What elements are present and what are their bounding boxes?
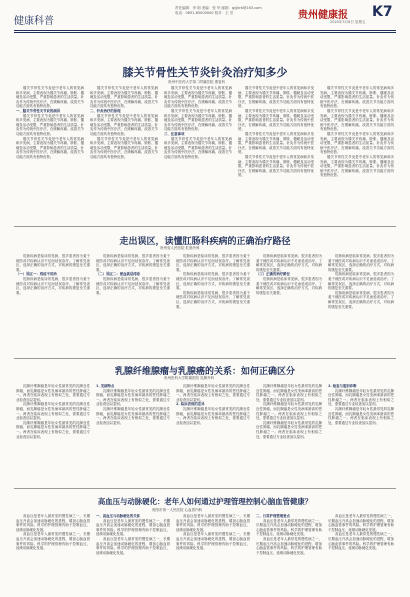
article-3-byline: 贵州医科大学附属医院 乳腺外科 [164,376,215,380]
article-3-col-3: 乳腺纤维腺瘤是年轻女性最常见的乳腺良性肿瘤，而乳腺癌是女性发病率最高的恶性肿瘤之一。两者在临床表现上有相似之处，需要通过专业检查加以鉴别。 2. 临床表现的差异 乳腺纤维腺瘤是年轻女性最常见的乳腺良性肿瘤，而乳腺癌是女性发病率最高的恶性肿瘤之一。两者在临床表现上有相似之处，需要通过专业检查加以鉴别。 [176,384,250,425]
article-3-col-2: 1. 发病特点 乳腺纤维腺瘤是年轻女性最常见的乳腺良性肿瘤，而乳腺癌是女性发病率最高的恶性肿瘤之一。两者在临床表现上有相似之处，需要通过专业检查加以鉴别。 乳腺纤维腺瘤是年轻女性最常见的乳腺良性肿瘤，而乳腺癌是女性发病率最高的恶性肿瘤之一。两者在临床表现上有相似之处，需要通过专业检查加以鉴别。 [96,384,170,425]
article-1-col-3: 膝关节骨性关节炎是中老年人的常见病和多发病，主要表现为膝关节疼痛、肿胀、僵硬及活动受限，严重影响患者的生活质量。针灸作为传统中医疗法，在缓解疼痛、改善关节功能方面具有独特优势。 膝关节骨性关节炎是中老年人的常见病和多发病，主要表现为膝关节疼痛、肿胀、僵硬及活动受限，严重影响患者的生活质量。针灸作为传统中医疗法，在缓解疼痛、改善关节功能方面具有独特优势。 三、注意事项 膝关节骨性关节炎是中老年人的常见病和多发病，主要表现为膝关节疼痛、肿胀、僵硬及活动受限，严重影响患者的生活质量。针灸作为传统中医疗法，在缓解疼痛、改善关节功能方面具有独特优势。 [164,86,232,159]
article-4-byline: 贵阳市第一人民医院 心血管内科 [152,508,203,512]
article-4-col-5: 高血压是老年人最常见的慢性病之一，长期血压升高会加速动脉硬化的进程，增加心脑血管事件的风险。科学的护理管理有助于控制血压，延缓动脉硬化发展。 高血压是老年人最常见的慢性病之一，长期血压升高会加速动脉硬化的进程，增加心脑血管事件的风险。科学的护理管理有助于控制血压，延缓动脉硬化发展。 [328,514,394,551]
article-3-col-5: 3. 检查与鉴别诊断 乳腺纤维腺瘤是年轻女性最常见的乳腺良性肿瘤，而乳腺癌是女性发病率最高的恶性肿瘤之一。两者在临床表现上有相似之处，需要通过专业检查加以鉴别。 乳腺纤维腺瘤是年轻女性最常见的乳腺良性肿瘤，而乳腺癌是女性发病率最高的恶性肿瘤之一。两者在临床表现上有相似之处，需要通过专业检查加以鉴别。 [328,384,394,425]
article-4-title: 高血压与动脉硬化：老年人如何通过护理管理控制心脑血管健康？ [97,497,313,506]
article-3-title: 乳腺纤维腺瘤与乳腺癌的关系：如何正确区分 [114,367,295,377]
editor-info [175,6,262,15]
page-number: K7 [372,4,393,20]
article-1-col-2: 膝关节骨性关节炎是中老年人的常见病和多发病，主要表现为膝关节疼痛、肿胀、僵硬及活动受限，严重影响患者的生活质量。针灸作为传统中医疗法，在缓解疼痛、改善关节功能方面具有独特优势。 二、针灸治疗的原理 膝关节骨性关节炎是中老年人的常见病和多发病，主要表现为膝关节疼痛、肿胀、僵硬及活动受限，严重影响患者的生活质量。针灸作为传统中医疗法，在缓解疼痛、改善关节功能方面具有独特优势。 膝关节骨性关节炎是中老年人的常见病和多发病，主要表现为膝关节疼痛、肿胀、僵硬及活动受限，严重影响患者的生活质量。针灸作为传统中医疗法，在缓解疼痛、改善关节功能方面具有独特优势。 [90,86,158,159]
article-2-col-5: 肛肠疾病是临床常见病，很多患者因为羞于就医或对疾病认识不足而延误治疗。了解常见误区，选择正确的治疗方式，对疾病的康复至关重要。 肛肠疾病是临床常见病，很多患者因为羞于就医或对疾病认识不足而延误治疗。了解常见误区，选择正确的治疗方式，对疾病的康复至关重要。 肛肠疾病是临床常见病，很多患者因为羞于就医或对疾病认识不足而延误治疗。了解常见误区，选择正确的治疗方式，对疾病的康复至关重要。 [328,254,394,309]
article-2-col-4: 肛肠疾病是临床常见病，很多患者因为羞于就医或对疾病认识不足而延误治疗。了解常见误区，选择正确的治疗方式，对疾病的康复至关重要。 （三）正确的治疗路径 肛肠疾病是临床常见病，很多患者因为羞于就医或对疾病认识不足而延误治疗。了解常见误区，选择正确的治疗方式，对疾病的康复至关重要。 [256,254,322,295]
header-rule-thin [14,32,396,33]
article-4-col-4: 二、日常护理管理要点 高血压是老年人最常见的慢性病之一，长期血压升高会加速动脉硬化的进程，增加心脑血管事件的风险。科学的护理管理有助于控制血压，延缓动脉硬化发展。 高血压是老年人最常见的慢性病之一，长期血压升高会加速动脉硬化的进程，增加心脑血管事件的风险。科学的护理管理有助于控制血压，延缓动脉硬化发展。 [256,514,322,555]
article-2-byline: 贵州省人民医院 肛肠外科 [160,246,200,250]
masthead [0,0,410,30]
article-1-col-1: 膝关节骨性关节炎是中老年人的常见病和多发病，主要表现为膝关节疼痛、肿胀、僵硬及活动受限，严重影响患者的生活质量。针灸作为传统中医疗法，在缓解疼痛、改善关节功能方面具有独特优势。 一、膝关节骨性关节炎的病因 膝关节骨性关节炎是中老年人的常见病和多发病，主要表现为膝关节疼痛、肿胀、僵硬及活动受限，严重影响患者的生活质量。针灸作为传统中医疗法，在缓解疼痛、改善关节功能方面具有独特优势。 膝关节骨性关节炎是中老年人的常见病和多发病，主要表现为膝关节疼痛、肿胀、僵硬及活动受限，严重影响患者的生活质量。针灸作为传统中医疗法，在缓解疼痛、改善关节功能方面具有独特优势。 [16,86,84,159]
article-2-col-3: 肛肠疾病是临床常见病，很多患者因为羞于就医或对疾病认识不足而延误治疗。了解常见误区，选择正确的治疗方式，对疾病的康复至关重要。 肛肠疾病是临床常见病，很多患者因为羞于就医或对疾病认识不足而延误治疗。了解常见误区，选择正确的治疗方式，对疾病的康复至关重要。 肛肠疾病是临床常见病，很多患者因为羞于就医或对疾病认识不足而延误治疗。了解常见误区，选择正确的治疗方式，对疾病的康复至关重要。 [176,254,250,309]
issue-date: 2020年3月6日 星期五 [330,20,366,24]
header-rule [14,30,396,31]
article-2-title: 走出误区，读懂肛肠科疾病的正确治疗路径 [119,237,291,247]
newspaper-brand: 贵州健康报 [298,10,348,21]
article-divider-3 [14,488,396,489]
article-1-byline: 贵州中医药大学第二附属医院 康复科 [168,80,226,84]
article-3-col-4: 乳腺纤维腺瘤是年轻女性最常见的乳腺良性肿瘤，而乳腺癌是女性发病率最高的恶性肿瘤之一。两者在临床表现上有相似之处，需要通过专业检查加以鉴别。 乳腺纤维腺瘤是年轻女性最常见的乳腺良性肿瘤，而乳腺癌是女性发病率最高的恶性肿瘤之一。两者在临床表现上有相似之处，需要通过专业检查加以鉴别。 乳腺纤维腺瘤是年轻女性最常见的乳腺良性肿瘤，而乳腺癌是女性发病率最高的恶性肿瘤之一。两者在临床表现上有相似之处，需要通过专业检查加以鉴别。 [256,384,322,439]
article-divider-2 [14,358,396,359]
editor-info-line1: 责任编辑：李 明 美编：张 华 邮箱：gyjkrb@163.com [175,6,262,10]
article-2-col-2: 肛肠疾病是临床常见病，很多患者因为羞于就医或对疾病认识不足而延误治疗。了解常见误区，选择正确的治疗方式，对疾病的康复至关重要。 （二）误区二：便血就是痔疮 肛肠疾病是临床常见病，很多患者因为羞于就医或对疾病认识不足而延误治疗。了解常见误区，选择正确的治疗方式，对疾病的康复至关重要。 [96,254,170,295]
article-divider-1 [14,226,396,227]
article-3-col-1: 乳腺纤维腺瘤是年轻女性最常见的乳腺良性肿瘤，而乳腺癌是女性发病率最高的恶性肿瘤之一。两者在临床表现上有相似之处，需要通过专业检查加以鉴别。 乳腺纤维腺瘤是年轻女性最常见的乳腺良性肿瘤，而乳腺癌是女性发病率最高的恶性肿瘤之一。两者在临床表现上有相似之处，需要通过专业检查加以鉴别。 乳腺纤维腺瘤是年轻女性最常见的乳腺良性肿瘤，而乳腺癌是女性发病率最高的恶性肿瘤之一。两者在临床表现上有相似之处，需要通过专业检查加以鉴别。 [16,384,90,439]
article-4-col-2: 一、高血压与动脉硬化的关系 高血压是老年人最常见的慢性病之一，长期血压升高会加速动脉硬化的进程，增加心脑血管事件的风险。科学的护理管理有助于控制血压，延缓动脉硬化发展。 高血压是老年人最常见的慢性病之一，长期血压升高会加速动脉硬化的进程，增加心脑血管事件的风险。科学的护理管理有助于控制血压，延缓动脉硬化发展。 [96,514,170,555]
article-2-col-1: 肛肠疾病是临床常见病，很多患者因为羞于就医或对疾病认识不足而延误治疗。了解常见误区，选择正确的治疗方式，对疾病的康复至关重要。 （一）误区一：痔疮不用治 肛肠疾病是临床常见病，很多患者因为羞于就医或对疾病认识不足而延误治疗。了解常见误区，选择正确的治疗方式，对疾病的康复至关重要。 [16,254,90,295]
article-4-col-3: 高血压是老年人最常见的慢性病之一，长期血压升高会加速动脉硬化的进程，增加心脑血管事件的风险。科学的护理管理有助于控制血压，延缓动脉硬化发展。 高血压是老年人最常见的慢性病之一，长期血压升高会加速动脉硬化的进程，增加心脑血管事件的风险。科学的护理管理有助于控制血压，延缓动脉硬化发展。 [176,514,250,551]
editor-info-line2: 电话：0851-85000000 校对：王 芳 [175,10,234,15]
article-1-title: 膝关节骨性关节炎针灸治疗知多少 [122,66,288,79]
article-4-col-1: 高血压是老年人最常见的慢性病之一，长期血压升高会加速动脉硬化的进程，增加心脑血管事件的风险。科学的护理管理有助于控制血压，延缓动脉硬化发展。 高血压是老年人最常见的慢性病之一，长期血压升高会加速动脉硬化的进程，增加心脑血管事件的风险。科学的护理管理有助于控制血压，延缓动脉硬化发展。 [16,514,90,551]
article-1-col-5: 膝关节骨性关节炎是中老年人的常见病和多发病，主要表现为膝关节疼痛、肿胀、僵硬及活动受限，严重影响患者的生活质量。针灸作为传统中医疗法，在缓解疼痛、改善关节功能方面具有独特优势。 膝关节骨性关节炎是中老年人的常见病和多发病，主要表现为膝关节疼痛、肿胀、僵硬及活动受限，严重影响患者的生活质量。针灸作为传统中医疗法，在缓解疼痛、改善关节功能方面具有独特优势。 膝关节骨性关节炎是中老年人的常见病和多发病，主要表现为膝关节疼痛、肿胀、僵硬及活动受限，严重影响患者的生活质量。针灸作为传统中医疗法，在缓解疼痛、改善关节功能方面具有独特优势。 膝关节骨性关节炎是中老年人的常见病和多发病，主要表现为膝关节疼痛、肿胀、僵硬及活动受限，严重影响患者的生活质量。针灸作为传统中医疗法，在缓解疼痛、改善关节功能方面具有独特优势。 [320,86,394,178]
article-1-col-4: 膝关节骨性关节炎是中老年人的常见病和多发病，主要表现为膝关节疼痛、肿胀、僵硬及活动受限，严重影响患者的生活质量。针灸作为传统中医疗法，在缓解疼痛、改善关节功能方面具有独特优势。 膝关节骨性关节炎是中老年人的常见病和多发病，主要表现为膝关节疼痛、肿胀、僵硬及活动受限，严重影响患者的生活质量。针灸作为传统中医疗法，在缓解疼痛、改善关节功能方面具有独特优势。 膝关节骨性关节炎是中老年人的常见病和多发病，主要表现为膝关节疼痛、肿胀、僵硬及活动受限，严重影响患者的生活质量。针灸作为传统中医疗法，在缓解疼痛、改善关节功能方面具有独特优势。 膝关节骨性关节炎是中老年人的常见病和多发病，主要表现为膝关节疼痛、肿胀、僵硬及活动受限，严重影响患者的生活质量。针灸作为传统中医疗法，在缓解疼痛、改善关节功能方面具有独特优势。 [238,86,314,178]
section-name: 健康科普 [14,16,54,27]
